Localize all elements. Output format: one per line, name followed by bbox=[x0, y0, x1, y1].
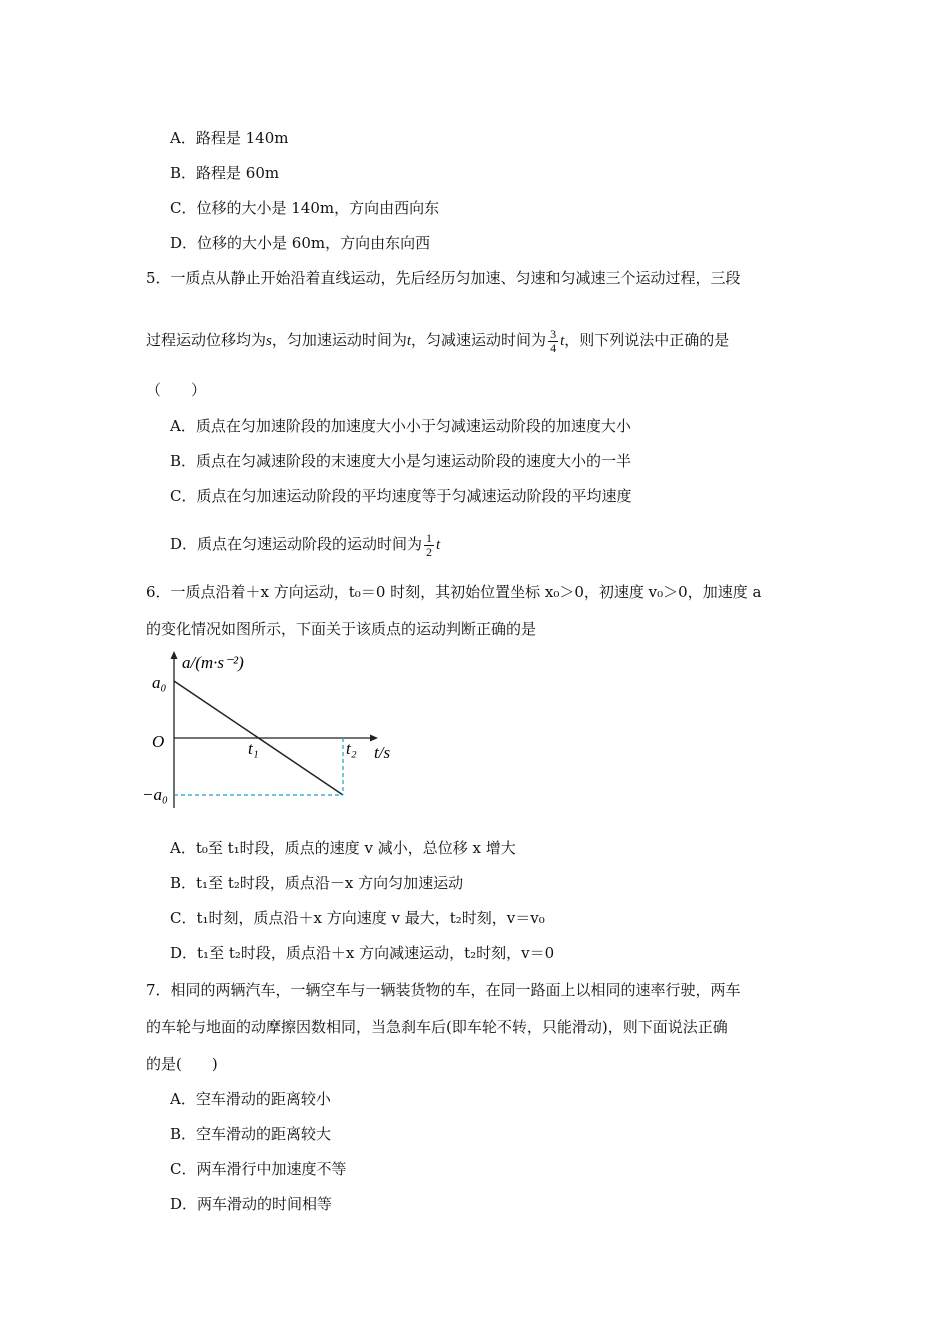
q5-d-fraction bbox=[424, 532, 434, 559]
q5-d-var-t: t bbox=[436, 537, 441, 553]
q5-frac-num: 3 bbox=[550, 326, 557, 341]
y-axis-arrow bbox=[171, 651, 178, 659]
q6-stem-line2: 的变化情况如图所示，下面关于该质点的运动判断正确的是 bbox=[146, 620, 537, 638]
q5-var-t: t bbox=[406, 333, 412, 349]
q5-frac-den: 4 bbox=[550, 340, 557, 355]
q5-var-s: s bbox=[266, 333, 272, 349]
q5-option-a: A．质点在匀加速阶段的加速度大小小于匀减速运动阶段的加速度大小 bbox=[170, 417, 631, 435]
a0-label: a₀ bbox=[152, 673, 167, 692]
q5-stem-line2 bbox=[146, 320, 729, 361]
t1-label: t₁ bbox=[248, 739, 259, 758]
q5-text-b: ，匀加速运动时间为 bbox=[271, 331, 407, 349]
q5-option-d bbox=[170, 524, 440, 565]
q4-option-d: D．位移的大小是 60m，方向由东向西 bbox=[170, 234, 431, 252]
q6-option-a: A．t₀至 t₁时段，质点的速度 v 减小，总位移 x 增大 bbox=[170, 839, 516, 857]
x-axis-label: t/s bbox=[374, 743, 391, 762]
q7-stem-line2: 的车轮与地面的动摩擦因数相同，当急刹车后(即车轮不转，只能滑动)，则下面说法正确 bbox=[146, 1018, 728, 1036]
q7-stem-line1: 7．相同的两辆汽车，一辆空车与一辆装货物的车，在同一路面上以相同的速率行驶，两车 bbox=[146, 981, 741, 999]
q5-option-b: B．质点在匀减速阶段的末速度大小是匀速运动阶段的速度大小的一半 bbox=[170, 452, 632, 470]
acceleration-time-graph bbox=[138, 648, 408, 813]
q5-answer-paren: （ ） bbox=[146, 381, 207, 399]
q4-option-c: C．位移的大小是 140m，方向由西向东 bbox=[170, 199, 440, 217]
q5-d-frac-num: 1 bbox=[426, 530, 433, 545]
q6-option-c: C．t₁时刻，质点沿＋x 方向速度 v 最大，t₂时刻，v＝v₀ bbox=[170, 909, 545, 927]
q6-stem-line1: 6．一质点沿着＋x 方向运动，t₀＝0 时刻，其初始位置坐标 x₀＞0，初速度 v₀＞0，加速度 a bbox=[146, 583, 762, 601]
q7-option-c: C．两车滑行中加速度不等 bbox=[170, 1160, 347, 1178]
t2-label: t₂ bbox=[346, 739, 357, 758]
q5-d-frac-den: 2 bbox=[426, 544, 433, 559]
q5-text-d: ，则下列说法中正确的是 bbox=[564, 331, 730, 349]
q7-stem-line3: 的是( ) bbox=[146, 1055, 218, 1073]
q4-option-b: B．路程是 60m bbox=[170, 164, 280, 182]
q5-option-c: C．质点在匀加速运动阶段的平均速度等于匀减速运动阶段的平均速度 bbox=[170, 487, 632, 505]
y-axis-label: a/(m·s⁻²) bbox=[182, 653, 244, 672]
q4-option-a: A．路程是 140m bbox=[170, 129, 289, 147]
q7-option-b: B．空车滑动的距离较大 bbox=[170, 1125, 332, 1143]
q5-var-t2: t bbox=[560, 333, 565, 349]
q5-option-d-text: D．质点在匀速运动阶段的运动时间为 bbox=[170, 535, 423, 553]
q6-option-b: B．t₁至 t₂时段，质点沿－x 方向匀加速运动 bbox=[170, 874, 464, 892]
q5-stem-line1: 5．一质点从静止开始沿着直线运动，先后经历匀加速、匀速和匀减速三个运动过程，三段 bbox=[146, 269, 741, 287]
q6-option-d: D．t₁至 t₂时段，质点沿＋x 方向减速运动，t₂时刻，v＝0 bbox=[170, 944, 555, 962]
q5-text-a: 过程运动位移均为 bbox=[146, 331, 267, 349]
neg-a0-label: −a₀ bbox=[142, 785, 168, 804]
q7-option-d: D．两车滑动的时间相等 bbox=[170, 1195, 333, 1213]
q7-option-a: A．空车滑动的距离较小 bbox=[170, 1090, 331, 1108]
q5-fraction bbox=[548, 328, 558, 355]
origin-label: O bbox=[152, 732, 165, 751]
x-axis-arrow bbox=[370, 735, 378, 742]
q5-text-c: ，匀减速运动时间为 bbox=[411, 331, 547, 349]
